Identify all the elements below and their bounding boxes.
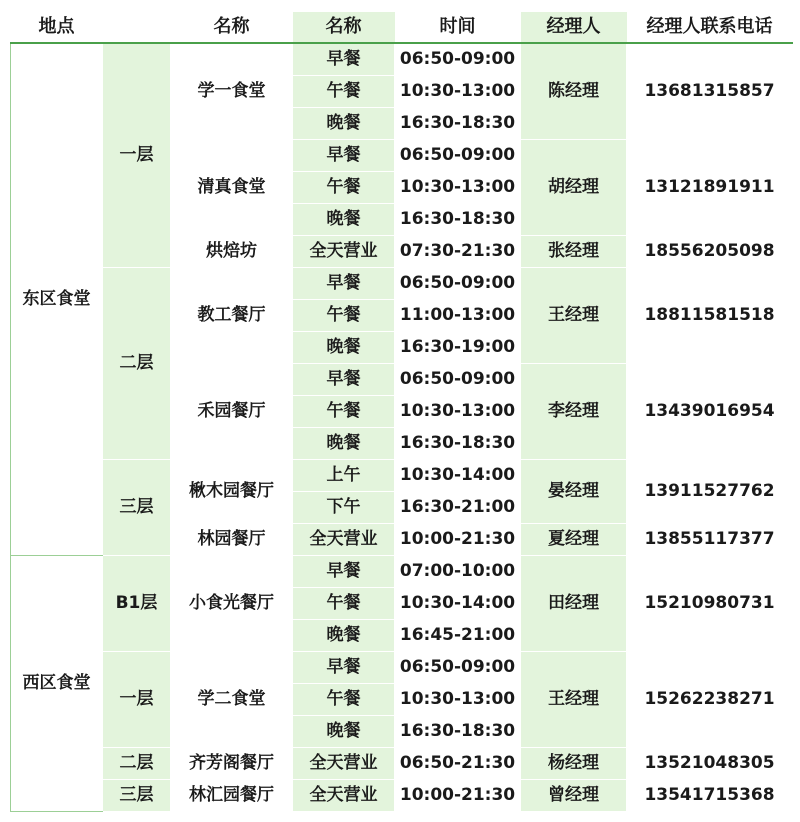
restaurant-name: 林园餐厅	[171, 524, 293, 556]
phone-cell: 13911527762	[627, 460, 793, 524]
header-manager: 经理人	[521, 12, 627, 43]
header-row	[11, 12, 793, 43]
time-cell: 06:50-09:00	[395, 652, 521, 684]
meal-cell: 全天营业	[293, 236, 395, 268]
time-cell: 06:50-21:30	[395, 748, 521, 780]
manager-cell: 胡经理	[521, 140, 627, 236]
header-name: 名称	[171, 12, 293, 43]
floor-cell: B1层	[103, 556, 171, 652]
restaurant-name: 学一食堂	[171, 43, 293, 140]
table-row	[11, 43, 793, 76]
table-row	[11, 460, 793, 492]
meal-cell: 午餐	[293, 684, 395, 716]
restaurant-name: 楸木园餐厅	[171, 460, 293, 524]
time-cell: 10:30-14:00	[395, 460, 521, 492]
table-row	[11, 556, 793, 588]
time-cell: 06:50-09:00	[395, 268, 521, 300]
restaurant-name: 禾园餐厅	[171, 364, 293, 460]
time-cell: 10:30-13:00	[395, 684, 521, 716]
manager-cell: 曾经理	[521, 780, 627, 812]
restaurant-name: 小食光餐厅	[171, 556, 293, 652]
restaurant-name: 清真食堂	[171, 140, 293, 236]
time-cell: 06:50-09:00	[395, 43, 521, 76]
time-cell: 16:30-18:30	[395, 428, 521, 460]
meal-cell: 早餐	[293, 268, 395, 300]
time-cell: 07:30-21:30	[395, 236, 521, 268]
time-cell: 16:30-18:30	[395, 108, 521, 140]
meal-cell: 晚餐	[293, 428, 395, 460]
meal-cell: 午餐	[293, 76, 395, 108]
phone-cell: 18811581518	[627, 268, 793, 364]
phone-cell: 15210980731	[627, 556, 793, 652]
location-cell: 西区食堂	[11, 556, 103, 812]
manager-cell: 王经理	[521, 268, 627, 364]
meal-cell: 全天营业	[293, 748, 395, 780]
meal-cell: 晚餐	[293, 716, 395, 748]
restaurant-name: 林汇园餐厅	[171, 780, 293, 812]
meal-cell: 晚餐	[293, 620, 395, 652]
floor-cell: 三层	[103, 780, 171, 812]
time-cell: 16:45-21:00	[395, 620, 521, 652]
time-cell: 16:30-18:30	[395, 716, 521, 748]
phone-cell: 13681315857	[627, 43, 793, 140]
floor-cell: 一层	[103, 43, 171, 268]
time-cell: 10:30-13:00	[395, 76, 521, 108]
table-row	[11, 652, 793, 684]
meal-cell: 午餐	[293, 300, 395, 332]
header-phone: 经理人联系电话	[627, 12, 793, 43]
time-cell: 11:00-13:00	[395, 300, 521, 332]
meal-cell: 午餐	[293, 396, 395, 428]
time-cell: 10:00-21:30	[395, 524, 521, 556]
manager-cell: 李经理	[521, 364, 627, 460]
time-cell: 10:30-13:00	[395, 172, 521, 204]
floor-cell: 一层	[103, 652, 171, 748]
manager-cell: 晏经理	[521, 460, 627, 524]
restaurant-name: 齐芳阁餐厅	[171, 748, 293, 780]
meal-cell: 早餐	[293, 43, 395, 76]
table-row	[11, 748, 793, 780]
meal-cell: 晚餐	[293, 204, 395, 236]
manager-cell: 陈经理	[521, 43, 627, 140]
header-meal: 名称	[293, 12, 395, 43]
manager-cell: 王经理	[521, 652, 627, 748]
header-location: 地点	[11, 12, 103, 43]
meal-cell: 早餐	[293, 364, 395, 396]
phone-cell: 13521048305	[627, 748, 793, 780]
manager-cell: 夏经理	[521, 524, 627, 556]
time-cell: 16:30-21:00	[395, 492, 521, 524]
time-cell: 10:30-13:00	[395, 396, 521, 428]
meal-cell: 下午	[293, 492, 395, 524]
header-time: 时间	[395, 12, 521, 43]
time-cell: 16:30-18:30	[395, 204, 521, 236]
time-cell: 10:00-21:30	[395, 780, 521, 812]
meal-cell: 午餐	[293, 172, 395, 204]
meal-cell: 早餐	[293, 140, 395, 172]
time-cell: 06:50-09:00	[395, 364, 521, 396]
table-row	[11, 268, 793, 300]
meal-cell: 上午	[293, 460, 395, 492]
floor-cell: 二层	[103, 748, 171, 780]
table-row	[11, 780, 793, 812]
manager-cell: 田经理	[521, 556, 627, 652]
time-cell: 07:00-10:00	[395, 556, 521, 588]
meal-cell: 早餐	[293, 556, 395, 588]
meal-cell: 午餐	[293, 588, 395, 620]
phone-cell: 18556205098	[627, 236, 793, 268]
restaurant-name: 学二食堂	[171, 652, 293, 748]
canteen-schedule-table	[10, 12, 793, 812]
meal-cell: 晚餐	[293, 332, 395, 364]
floor-cell: 三层	[103, 460, 171, 556]
restaurant-name: 烘焙坊	[171, 236, 293, 268]
manager-cell: 张经理	[521, 236, 627, 268]
header-blank	[103, 12, 171, 43]
time-cell: 10:30-14:00	[395, 588, 521, 620]
phone-cell: 13541715368	[627, 780, 793, 812]
manager-cell: 杨经理	[521, 748, 627, 780]
phone-cell: 13121891911	[627, 140, 793, 236]
location-cell: 东区食堂	[11, 43, 103, 556]
meal-cell: 早餐	[293, 652, 395, 684]
phone-cell: 13439016954	[627, 364, 793, 460]
floor-cell: 二层	[103, 268, 171, 460]
time-cell: 16:30-19:00	[395, 332, 521, 364]
phone-cell: 15262238271	[627, 652, 793, 748]
meal-cell: 全天营业	[293, 780, 395, 812]
time-cell: 06:50-09:00	[395, 140, 521, 172]
meal-cell: 全天营业	[293, 524, 395, 556]
phone-cell: 13855117377	[627, 524, 793, 556]
meal-cell: 晚餐	[293, 108, 395, 140]
restaurant-name: 教工餐厅	[171, 268, 293, 364]
